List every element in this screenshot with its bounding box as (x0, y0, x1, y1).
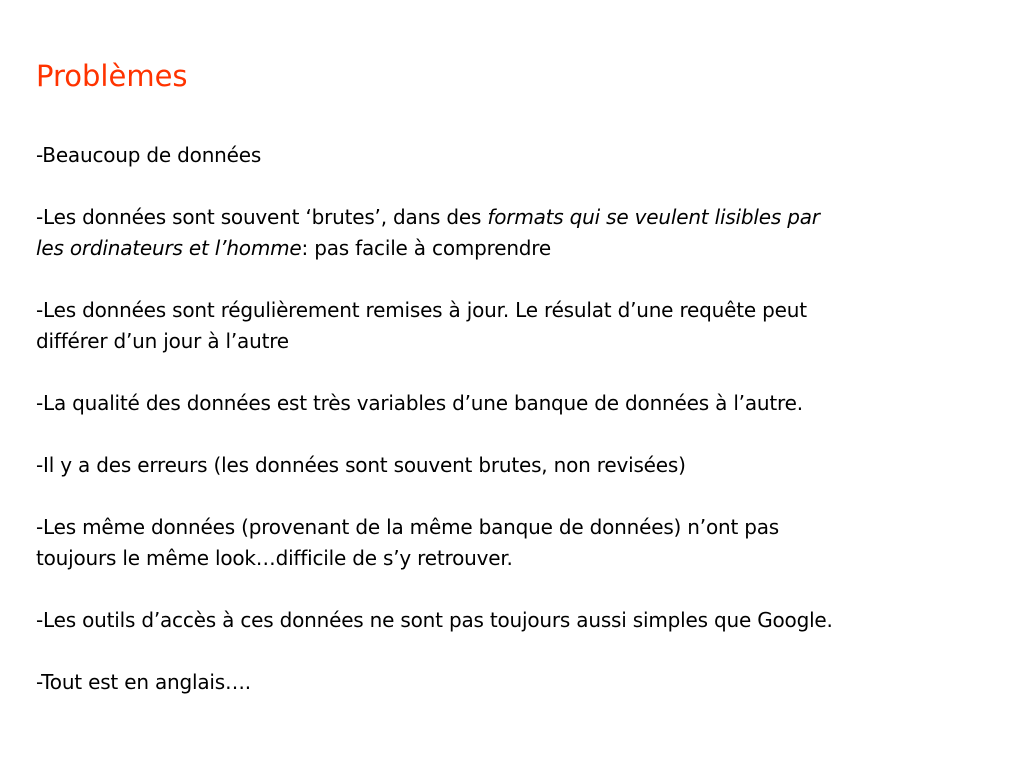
bullet-item (36, 512, 996, 574)
bullet-line (36, 543, 996, 574)
italic-text: formats qui se veulent lisibles par (487, 205, 820, 229)
text-run: toujours le même look…difficile de s’y retrouver. (36, 546, 513, 570)
bullet-line (36, 450, 996, 481)
bullet-item (36, 450, 996, 481)
bullet-item (36, 388, 996, 419)
bullet-line (36, 667, 996, 698)
italic-text: les ordinateurs et l’homme (36, 236, 302, 260)
slide-body (36, 140, 996, 698)
bullet-line (36, 512, 996, 543)
bullet-item (36, 202, 996, 264)
bullet-line (36, 388, 996, 419)
bullet-line (36, 326, 996, 357)
bullet-line (36, 233, 996, 264)
bullet-item (36, 140, 996, 171)
text-run: : pas facile à comprendre (301, 236, 551, 260)
bullet-line (36, 295, 996, 326)
text-run: -Les même données (provenant de la même banque de données) n’ont pas (36, 515, 780, 539)
text-run: -Les outils d’accès à ces données ne sont pas toujours aussi simples que Google. (36, 608, 833, 632)
bullet-line (36, 140, 996, 171)
bullet-line (36, 605, 996, 636)
text-run: différer d’un jour à l’autre (36, 329, 289, 353)
bullet-item (36, 295, 996, 357)
text-run: -Les données sont souvent ‘brutes’, dans des (36, 205, 488, 229)
slide-title: Problèmes (36, 59, 188, 93)
text-run: -La qualité des données est très variables d’une banque de données à l’autre. (36, 391, 803, 415)
bullet-item (36, 605, 996, 636)
bullet-line (36, 202, 996, 233)
bullet-item (36, 667, 996, 698)
text-run: -Tout est en anglais…. (36, 670, 251, 694)
text-run: -Beaucoup de données (36, 143, 262, 167)
text-run: -Les données sont régulièrement remises à jour. Le résulat d’une requête peut (36, 298, 807, 322)
text-run: -Il y a des erreurs (les données sont souvent brutes, non revisées) (36, 453, 686, 477)
